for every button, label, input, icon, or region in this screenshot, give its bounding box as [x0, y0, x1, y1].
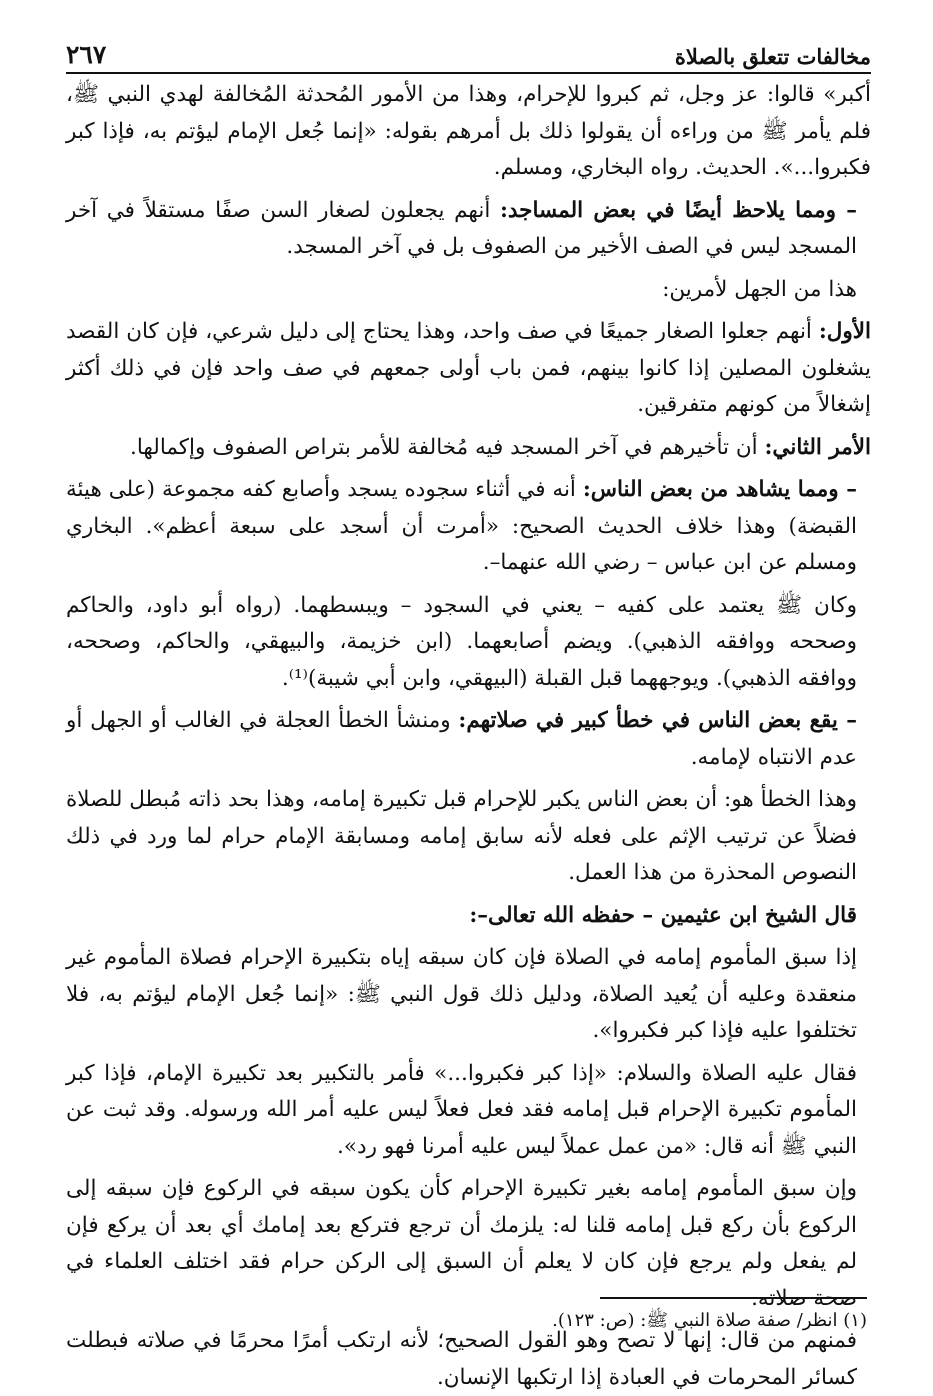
paragraph [66, 472, 871, 582]
paragraph-text: أنه في أثناء سجوده يسجد وأصابع كفه مجموعة (على هيئة القبضة) وهذا خلاف الحديث الصحيح: «أمرت أن أسجد على سبعة أعظم». البخاري ومسلم عن ابن عباس – رضي الله عنهما–. [66, 477, 857, 575]
paragraph [66, 940, 871, 1050]
paragraph-text: وكان ﷺ يعتمد على كفيه – يعني في السجود – ويبسطهما. (رواه أبو داود، والحاكم وصححه ووافقه الذهبي). ويضم أصابعهما. (ابن خزيمة، والبيهقي، والحاكم، وصححه، ووافقه الذهبي). ويوجههما قبل القبلة (البيهقي، وابن أبي شيبة)⁽¹⁾. [66, 592, 857, 691]
paragraph [66, 782, 871, 892]
paragraph-lead: قال الشيخ ابن عثيمين – حفظه الله تعالى–: [469, 902, 857, 928]
paragraph [66, 272, 871, 309]
paragraph [66, 1056, 871, 1166]
paragraph-text: فمنهم من قال: إنها لا تصح وهو القول الصحيح؛ لأنه ارتكب أمرًا محرمًا في صلاته فبطلت كسائر المحرمات في العبادة إذا ارتكبها الإنسان. [66, 1328, 857, 1390]
paragraph-text: هذا من الجهل لأمرين: [662, 276, 857, 302]
paragraph-text: ومنشأ الخطأ العجلة في الغالب أو الجهل أو عدم الانتباه لإمامه. [66, 708, 857, 770]
paragraph [66, 314, 871, 424]
paragraph-text: أنهم جعلوا الصغار جميعًا في صف واحد، وهذا يحتاج إلى دليل شرعي، فإن كان القصد يشغلون المصلين إذا كانوا بينهم، فمن باب أولى جمعهم في صف واحد فإن في ذلك أكثر إشغالاً من كونهم متفرقين. [66, 319, 871, 417]
paragraph-lead: الأول: [818, 319, 871, 344]
paragraph-text: أكبر» قالوا: عز وجل، ثم كبروا للإحرام، وهذا من الأمور المُحدثة المُخالفة لهدي النبي ﷺ، فلم يأمر ﷺ من وراءه أن يقولوا ذلك بل أمرهم بقوله: «إنما جُعل الإمام ليؤتم به، فإذا كبر فكبروا...». الحديث. رواه البخاري، ومسلم. [66, 82, 871, 180]
paragraph [66, 703, 871, 776]
paragraph-lead: – ومما يشاهد من بعض الناس: [582, 477, 858, 502]
running-title: مخالفات تتعلق بالصلاة [674, 44, 871, 69]
paragraph [66, 588, 871, 698]
paragraph [66, 898, 871, 935]
page-body [66, 77, 871, 1396]
paragraph-text: أنهم يجعلون لصغار السن صفًا مستقلاً في آخر المسجد ليس في الصف الأخير من الصفوف بل في آخر المسجد. [66, 197, 857, 259]
paragraph-text: فقال عليه الصلاة والسلام: «إذا كبر فكبروا...» فأمر بالتكبير بعد تكبيرة الإمام، فإذا كبر المأموم تكبيرة الإحرام قبل إمامه فقد فعل فعلاً ليس عليه أمر الله ورسوله. وقد ثبت عن النبي ﷺ أنه قال: «من عمل عملاً ليس عليه أمرنا فهو رد». [66, 1060, 857, 1159]
paragraph-lead: الأمر الثاني: [764, 434, 871, 460]
paragraph [66, 193, 871, 266]
footnote-divider [600, 1297, 867, 1299]
paragraph-lead: – ومما يلاحظ أيضًا في بعض المساجد: [499, 197, 857, 223]
page-number: ٢٦٧ [66, 40, 107, 69]
paragraph-text: وإن سبق المأموم إمامه بغير تكبيرة الإحرام كأن يكون سبقه في الركوع فإن سبقه إلى الركوع بأن ركع قبل إمامه قلنا له: يلزمك أن ترجع فتركع بعد إمامك أي بعد أن يركع فإن لم يفعل ولم يرجع فإن كان لا يعلم أن السبق إلى الركن حرام فقد اختلف العلماء في صحة صلاته. [66, 1176, 857, 1311]
paragraph [66, 430, 871, 467]
paragraph-text: إذا سبق المأموم إمامه في الصلاة فإن كان سبقه إياه بتكبيرة الإحرام فصلاة المأموم غير منعقدة وعليه أن يُعيد الصلاة، ودليل ذلك قول النبي ﷺ: «إنما جُعل الإمام ليؤتم به، فلا تختلفوا عليه فإذا كبر فكبروا». [66, 945, 857, 1043]
paragraph-text: وهذا الخطأ هو: أن بعض الناس يكبر للإحرام قبل تكبيرة إمامه، وهذا بحد ذاته مُبطل للصلاة فضلاً عن ترتيب الإثم على فعله لأنه سابق إمامه ومسابقة الإمام حرام لما ورد في ذلك النصوص المحذرة من هذا العمل. [66, 787, 857, 885]
paragraph [66, 1171, 871, 1317]
paragraph-lead: – يقع بعض الناس في خطأ كبير في صلاتهم: [458, 708, 857, 733]
paragraph [66, 77, 871, 187]
page-header [66, 30, 871, 74]
footnote: (١) انظر/ صفة صلاة النبي ﷺ: (ص: ١٢٣). [552, 1310, 867, 1331]
paragraph-text: أن تأخيرهم في آخر المسجد فيه مُخالفة للأمر بتراص الصفوف وإكمالها. [129, 434, 765, 460]
